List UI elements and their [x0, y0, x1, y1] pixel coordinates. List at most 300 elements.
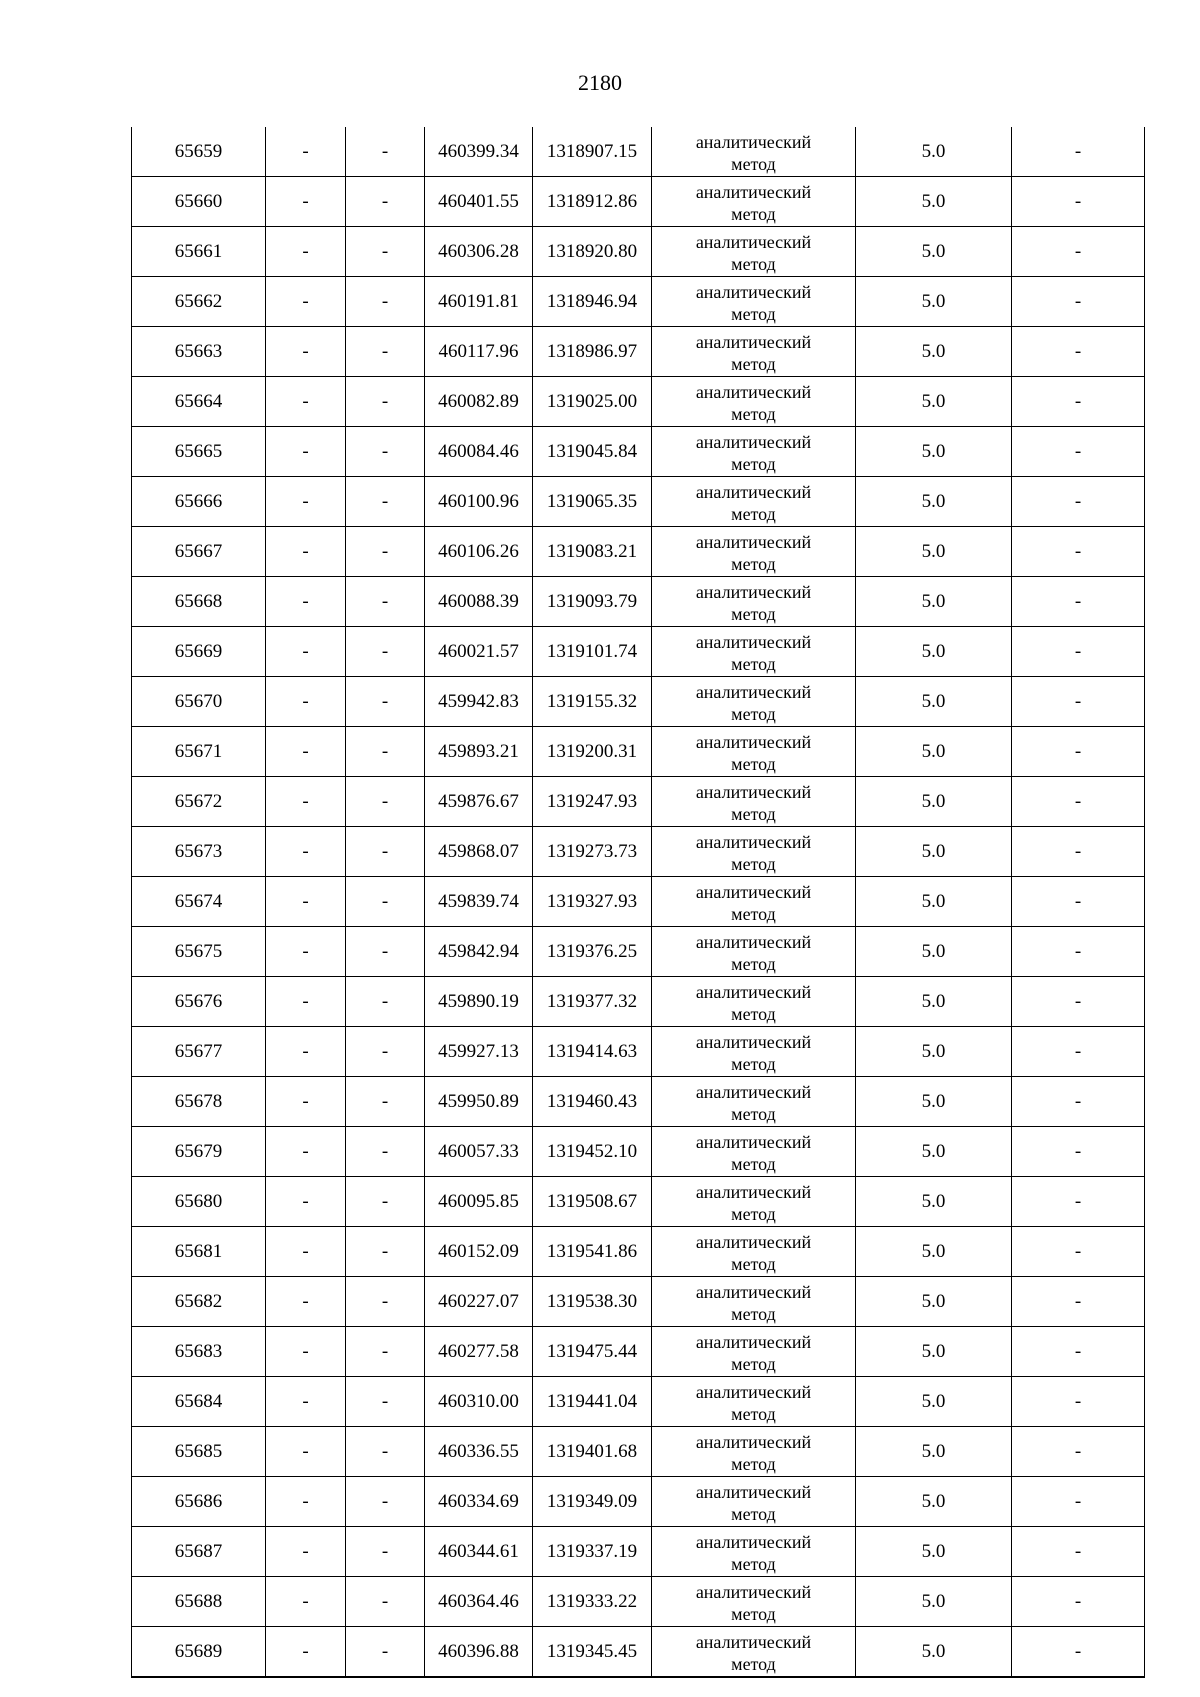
y-coordinate-cell: 1319093.79 — [533, 577, 652, 627]
method-text: метод — [731, 703, 776, 724]
method-text: аналитический — [695, 1331, 812, 1352]
x-coordinate-cell: 460277.58 — [425, 1327, 533, 1377]
table-body — [132, 127, 1145, 1677]
method-text: метод — [731, 453, 776, 474]
y-coordinate-cell: 1318907.15 — [533, 127, 652, 177]
method-text: метод — [731, 253, 776, 274]
dash-cell: - — [346, 527, 425, 577]
dash-cell: - — [1012, 1277, 1145, 1327]
accuracy-cell: 5.0 — [856, 627, 1012, 677]
x-coordinate-cell: 460100.96 — [425, 477, 533, 527]
method-text: аналитический — [695, 581, 812, 602]
method-text: метод — [731, 753, 776, 774]
y-coordinate-cell: 1319065.35 — [533, 477, 652, 527]
method-text: метод — [731, 1403, 776, 1424]
accuracy-cell: 5.0 — [856, 1627, 1012, 1678]
y-coordinate-cell: 1318946.94 — [533, 277, 652, 327]
table-row — [132, 1177, 1145, 1227]
table-row — [132, 1477, 1145, 1527]
accuracy-cell: 5.0 — [856, 877, 1012, 927]
method-text: аналитический — [695, 731, 812, 752]
method-text: метод — [731, 203, 776, 224]
dash-cell: - — [266, 1177, 346, 1227]
dash-cell: - — [266, 127, 346, 177]
method-text: метод — [731, 553, 776, 574]
dash-cell: - — [266, 977, 346, 1027]
dash-cell: - — [266, 927, 346, 977]
dash-cell: - — [266, 1577, 346, 1627]
y-coordinate-cell: 1319200.31 — [533, 727, 652, 777]
dash-cell: - — [266, 177, 346, 227]
accuracy-cell: 5.0 — [856, 727, 1012, 777]
accuracy-cell: 5.0 — [856, 1527, 1012, 1577]
y-coordinate-cell: 1319377.32 — [533, 977, 652, 1027]
accuracy-cell: 5.0 — [856, 127, 1012, 177]
method-text: аналитический — [695, 1031, 812, 1052]
method-text: аналитический — [695, 231, 812, 252]
dash-cell: - — [346, 1277, 425, 1327]
x-coordinate-cell: 459868.07 — [425, 827, 533, 877]
table-row — [132, 727, 1145, 777]
point-number-cell: 65660 — [132, 177, 266, 227]
accuracy-cell: 5.0 — [856, 277, 1012, 327]
dash-cell: - — [266, 277, 346, 327]
page-number: 2180 — [578, 70, 622, 95]
dash-cell: - — [1012, 827, 1145, 877]
y-coordinate-cell: 1318920.80 — [533, 227, 652, 277]
y-coordinate-cell: 1319401.68 — [533, 1427, 652, 1477]
dash-cell: - — [266, 1277, 346, 1327]
dash-cell: - — [266, 1077, 346, 1127]
table-row — [132, 677, 1145, 727]
dash-cell: - — [266, 377, 346, 427]
table-row — [132, 177, 1145, 227]
y-coordinate-cell: 1319155.32 — [533, 677, 652, 727]
dash-cell: - — [1012, 527, 1145, 577]
x-coordinate-cell: 459893.21 — [425, 727, 533, 777]
point-number-cell: 65676 — [132, 977, 266, 1027]
method-text: аналитический — [695, 331, 812, 352]
method-text: метод — [731, 1503, 776, 1524]
table-row — [132, 1427, 1145, 1477]
method-text: аналитический — [695, 531, 812, 552]
method-text: аналитический — [695, 881, 812, 902]
dash-cell: - — [1012, 1527, 1145, 1577]
accuracy-cell: 5.0 — [856, 1477, 1012, 1527]
point-number-cell: 65677 — [132, 1027, 266, 1077]
dash-cell: - — [346, 477, 425, 527]
dash-cell: - — [1012, 377, 1145, 427]
y-coordinate-cell: 1319460.43 — [533, 1077, 652, 1127]
point-number-cell: 65689 — [132, 1627, 266, 1678]
table-row — [132, 277, 1145, 327]
method-text: аналитический — [695, 1381, 812, 1402]
x-coordinate-cell: 460117.96 — [425, 327, 533, 377]
dash-cell: - — [1012, 977, 1145, 1027]
method-text: метод — [731, 1603, 776, 1624]
method-cell — [652, 1527, 856, 1577]
method-cell — [652, 877, 856, 927]
x-coordinate-cell: 460401.55 — [425, 177, 533, 227]
point-number-cell: 65686 — [132, 1477, 266, 1527]
table-row — [132, 1277, 1145, 1327]
dash-cell: - — [266, 527, 346, 577]
dash-cell: - — [266, 477, 346, 527]
x-coordinate-cell: 459890.19 — [425, 977, 533, 1027]
dash-cell: - — [346, 677, 425, 727]
x-coordinate-cell: 460310.00 — [425, 1377, 533, 1427]
accuracy-cell: 5.0 — [856, 477, 1012, 527]
coordinates-table — [131, 127, 1145, 1678]
method-text: аналитический — [695, 1581, 812, 1602]
dash-cell: - — [346, 977, 425, 1027]
accuracy-cell: 5.0 — [856, 1027, 1012, 1077]
dash-cell: - — [346, 1327, 425, 1377]
x-coordinate-cell: 460227.07 — [425, 1277, 533, 1327]
method-text: метод — [731, 1053, 776, 1074]
method-text: метод — [731, 903, 776, 924]
accuracy-cell: 5.0 — [856, 1227, 1012, 1277]
y-coordinate-cell: 1319376.25 — [533, 927, 652, 977]
method-text: аналитический — [695, 181, 812, 202]
table-row — [132, 877, 1145, 927]
dash-cell: - — [1012, 927, 1145, 977]
table-row — [132, 227, 1145, 277]
accuracy-cell: 5.0 — [856, 527, 1012, 577]
dash-cell: - — [1012, 177, 1145, 227]
dash-cell: - — [1012, 777, 1145, 827]
dash-cell: - — [1012, 1627, 1145, 1678]
method-cell — [652, 477, 856, 527]
dash-cell: - — [266, 227, 346, 277]
method-cell — [652, 1427, 856, 1477]
table-row — [132, 1527, 1145, 1577]
accuracy-cell: 5.0 — [856, 1377, 1012, 1427]
point-number-cell: 65673 — [132, 827, 266, 877]
table-row — [132, 1027, 1145, 1077]
dash-cell: - — [1012, 1577, 1145, 1627]
method-text: аналитический — [695, 1431, 812, 1452]
dash-cell: - — [346, 577, 425, 627]
dash-cell: - — [1012, 1127, 1145, 1177]
method-cell — [652, 827, 856, 877]
method-cell — [652, 1577, 856, 1627]
accuracy-cell: 5.0 — [856, 227, 1012, 277]
accuracy-cell: 5.0 — [856, 1077, 1012, 1127]
dash-cell: - — [346, 1127, 425, 1177]
dash-cell: - — [266, 827, 346, 877]
y-coordinate-cell: 1319333.22 — [533, 1577, 652, 1627]
dash-cell: - — [266, 777, 346, 827]
dash-cell: - — [266, 627, 346, 677]
dash-cell: - — [346, 1577, 425, 1627]
table-row — [132, 1377, 1145, 1427]
dash-cell: - — [346, 827, 425, 877]
point-number-cell: 65668 — [132, 577, 266, 627]
point-number-cell: 65663 — [132, 327, 266, 377]
dash-cell: - — [266, 577, 346, 627]
dash-cell: - — [266, 727, 346, 777]
dash-cell: - — [1012, 577, 1145, 627]
table-row — [132, 827, 1145, 877]
x-coordinate-cell: 459927.13 — [425, 1027, 533, 1077]
dash-cell: - — [1012, 277, 1145, 327]
method-text: метод — [731, 953, 776, 974]
dash-cell: - — [346, 427, 425, 477]
y-coordinate-cell: 1319273.73 — [533, 827, 652, 877]
dash-cell: - — [1012, 1027, 1145, 1077]
x-coordinate-cell: 459842.94 — [425, 927, 533, 977]
method-text: аналитический — [695, 681, 812, 702]
method-text: метод — [731, 403, 776, 424]
method-cell — [652, 977, 856, 1027]
y-coordinate-cell: 1319337.19 — [533, 1527, 652, 1577]
point-number-cell: 65678 — [132, 1077, 266, 1127]
method-text: метод — [731, 1203, 776, 1224]
accuracy-cell: 5.0 — [856, 427, 1012, 477]
method-text: аналитический — [695, 831, 812, 852]
x-coordinate-cell: 459839.74 — [425, 877, 533, 927]
method-text: аналитический — [695, 1481, 812, 1502]
point-number-cell: 65666 — [132, 477, 266, 527]
dash-cell: - — [1012, 127, 1145, 177]
dash-cell: - — [1012, 1377, 1145, 1427]
method-text: аналитический — [695, 781, 812, 802]
method-text: метод — [731, 653, 776, 674]
dash-cell: - — [266, 1477, 346, 1527]
dash-cell: - — [1012, 727, 1145, 777]
dash-cell: - — [266, 1627, 346, 1678]
dash-cell: - — [1012, 327, 1145, 377]
dash-cell: - — [1012, 627, 1145, 677]
point-number-cell: 65682 — [132, 1277, 266, 1327]
dash-cell: - — [266, 1027, 346, 1077]
dash-cell: - — [1012, 1177, 1145, 1227]
table-row — [132, 527, 1145, 577]
method-cell — [652, 1477, 856, 1527]
method-text: метод — [731, 603, 776, 624]
method-text: метод — [731, 1303, 776, 1324]
dash-cell: - — [1012, 1077, 1145, 1127]
table-row — [132, 927, 1145, 977]
point-number-cell: 65688 — [132, 1577, 266, 1627]
dash-cell: - — [346, 877, 425, 927]
y-coordinate-cell: 1319083.21 — [533, 527, 652, 577]
method-text: метод — [731, 1103, 776, 1124]
method-text: аналитический — [695, 1231, 812, 1252]
dash-cell: - — [1012, 477, 1145, 527]
dash-cell: - — [266, 327, 346, 377]
method-text: метод — [731, 803, 776, 824]
table-row — [132, 577, 1145, 627]
point-number-cell: 65669 — [132, 627, 266, 677]
method-text: метод — [731, 1253, 776, 1274]
method-cell — [652, 1327, 856, 1377]
dash-cell: - — [1012, 677, 1145, 727]
y-coordinate-cell: 1319508.67 — [533, 1177, 652, 1227]
dash-cell: - — [346, 127, 425, 177]
accuracy-cell: 5.0 — [856, 927, 1012, 977]
method-text: метод — [731, 1453, 776, 1474]
method-cell — [652, 1027, 856, 1077]
y-coordinate-cell: 1319349.09 — [533, 1477, 652, 1527]
point-number-cell: 65659 — [132, 127, 266, 177]
point-number-cell: 65684 — [132, 1377, 266, 1427]
method-cell — [652, 1227, 856, 1277]
accuracy-cell: 5.0 — [856, 1127, 1012, 1177]
method-cell — [652, 1177, 856, 1227]
method-cell — [652, 1127, 856, 1177]
method-text: метод — [731, 1553, 776, 1574]
table-row — [132, 477, 1145, 527]
method-text: аналитический — [695, 131, 812, 152]
x-coordinate-cell: 460334.69 — [425, 1477, 533, 1527]
method-text: аналитический — [695, 481, 812, 502]
point-number-cell: 65674 — [132, 877, 266, 927]
point-number-cell: 65661 — [132, 227, 266, 277]
method-cell — [652, 1377, 856, 1427]
accuracy-cell: 5.0 — [856, 977, 1012, 1027]
point-number-cell: 65685 — [132, 1427, 266, 1477]
point-number-cell: 65662 — [132, 277, 266, 327]
table-row — [132, 377, 1145, 427]
accuracy-cell: 5.0 — [856, 1427, 1012, 1477]
y-coordinate-cell: 1318986.97 — [533, 327, 652, 377]
table-row — [132, 427, 1145, 477]
table-row — [132, 1577, 1145, 1627]
dash-cell: - — [346, 727, 425, 777]
dash-cell: - — [266, 877, 346, 927]
table-row — [132, 1627, 1145, 1678]
method-text: метод — [731, 853, 776, 874]
dash-cell: - — [346, 1177, 425, 1227]
x-coordinate-cell: 459950.89 — [425, 1077, 533, 1127]
accuracy-cell: 5.0 — [856, 1577, 1012, 1627]
point-number-cell: 65683 — [132, 1327, 266, 1377]
point-number-cell: 65665 — [132, 427, 266, 477]
x-coordinate-cell: 460084.46 — [425, 427, 533, 477]
y-coordinate-cell: 1318912.86 — [533, 177, 652, 227]
method-text: аналитический — [695, 1181, 812, 1202]
table-row — [132, 1327, 1145, 1377]
table-row — [132, 627, 1145, 677]
x-coordinate-cell: 460396.88 — [425, 1627, 533, 1678]
dash-cell: - — [346, 777, 425, 827]
dash-cell: - — [346, 1227, 425, 1277]
method-text: аналитический — [695, 1131, 812, 1152]
y-coordinate-cell: 1319441.04 — [533, 1377, 652, 1427]
dash-cell: - — [1012, 1227, 1145, 1277]
dash-cell: - — [266, 427, 346, 477]
accuracy-cell: 5.0 — [856, 1327, 1012, 1377]
y-coordinate-cell: 1319475.44 — [533, 1327, 652, 1377]
method-text: аналитический — [695, 631, 812, 652]
method-text: метод — [731, 353, 776, 374]
x-coordinate-cell: 459942.83 — [425, 677, 533, 727]
x-coordinate-cell: 460344.61 — [425, 1527, 533, 1577]
x-coordinate-cell: 460364.46 — [425, 1577, 533, 1627]
point-number-cell: 65672 — [132, 777, 266, 827]
dash-cell: - — [266, 1127, 346, 1177]
x-coordinate-cell: 459876.67 — [425, 777, 533, 827]
method-cell — [652, 227, 856, 277]
method-text: аналитический — [695, 1631, 812, 1652]
method-text: аналитический — [695, 1531, 812, 1552]
method-text: аналитический — [695, 381, 812, 402]
point-number-cell: 65680 — [132, 1177, 266, 1227]
point-number-cell: 65667 — [132, 527, 266, 577]
method-text: метод — [731, 1003, 776, 1024]
dash-cell: - — [266, 1377, 346, 1427]
dash-cell: - — [266, 1327, 346, 1377]
method-cell — [652, 677, 856, 727]
point-number-cell: 65671 — [132, 727, 266, 777]
table-row — [132, 127, 1145, 177]
y-coordinate-cell: 1319414.63 — [533, 1027, 652, 1077]
dash-cell: - — [1012, 1477, 1145, 1527]
dash-cell: - — [346, 1027, 425, 1077]
dash-cell: - — [346, 1477, 425, 1527]
dash-cell: - — [266, 1427, 346, 1477]
method-text: метод — [731, 503, 776, 524]
dash-cell: - — [266, 1227, 346, 1277]
dash-cell: - — [1012, 1327, 1145, 1377]
dash-cell: - — [346, 227, 425, 277]
method-text: метод — [731, 1153, 776, 1174]
method-cell — [652, 927, 856, 977]
method-cell — [652, 577, 856, 627]
x-coordinate-cell: 460106.26 — [425, 527, 533, 577]
dash-cell: - — [266, 677, 346, 727]
accuracy-cell: 5.0 — [856, 377, 1012, 427]
method-text: метод — [731, 1353, 776, 1374]
table-row — [132, 1077, 1145, 1127]
x-coordinate-cell: 460088.39 — [425, 577, 533, 627]
table-row — [132, 977, 1145, 1027]
method-cell — [652, 527, 856, 577]
method-cell — [652, 177, 856, 227]
x-coordinate-cell: 460095.85 — [425, 1177, 533, 1227]
y-coordinate-cell: 1319345.45 — [533, 1627, 652, 1678]
table-row — [132, 1127, 1145, 1177]
accuracy-cell: 5.0 — [856, 1177, 1012, 1227]
dash-cell: - — [1012, 1427, 1145, 1477]
point-number-cell: 65670 — [132, 677, 266, 727]
accuracy-cell: 5.0 — [856, 677, 1012, 727]
table-row — [132, 1227, 1145, 1277]
method-text: аналитический — [695, 281, 812, 302]
method-cell — [652, 1627, 856, 1678]
y-coordinate-cell: 1319541.86 — [533, 1227, 652, 1277]
y-coordinate-cell: 1319045.84 — [533, 427, 652, 477]
point-number-cell: 65679 — [132, 1127, 266, 1177]
method-cell — [652, 327, 856, 377]
method-cell — [652, 1077, 856, 1127]
method-text: аналитический — [695, 1281, 812, 1302]
dash-cell: - — [346, 327, 425, 377]
accuracy-cell: 5.0 — [856, 327, 1012, 377]
accuracy-cell: 5.0 — [856, 177, 1012, 227]
method-text: аналитический — [695, 931, 812, 952]
y-coordinate-cell: 1319452.10 — [533, 1127, 652, 1177]
x-coordinate-cell: 460336.55 — [425, 1427, 533, 1477]
method-text: метод — [731, 153, 776, 174]
x-coordinate-cell: 460306.28 — [425, 227, 533, 277]
y-coordinate-cell: 1319538.30 — [533, 1277, 652, 1327]
dash-cell: - — [346, 1427, 425, 1477]
accuracy-cell: 5.0 — [856, 777, 1012, 827]
x-coordinate-cell: 460021.57 — [425, 627, 533, 677]
